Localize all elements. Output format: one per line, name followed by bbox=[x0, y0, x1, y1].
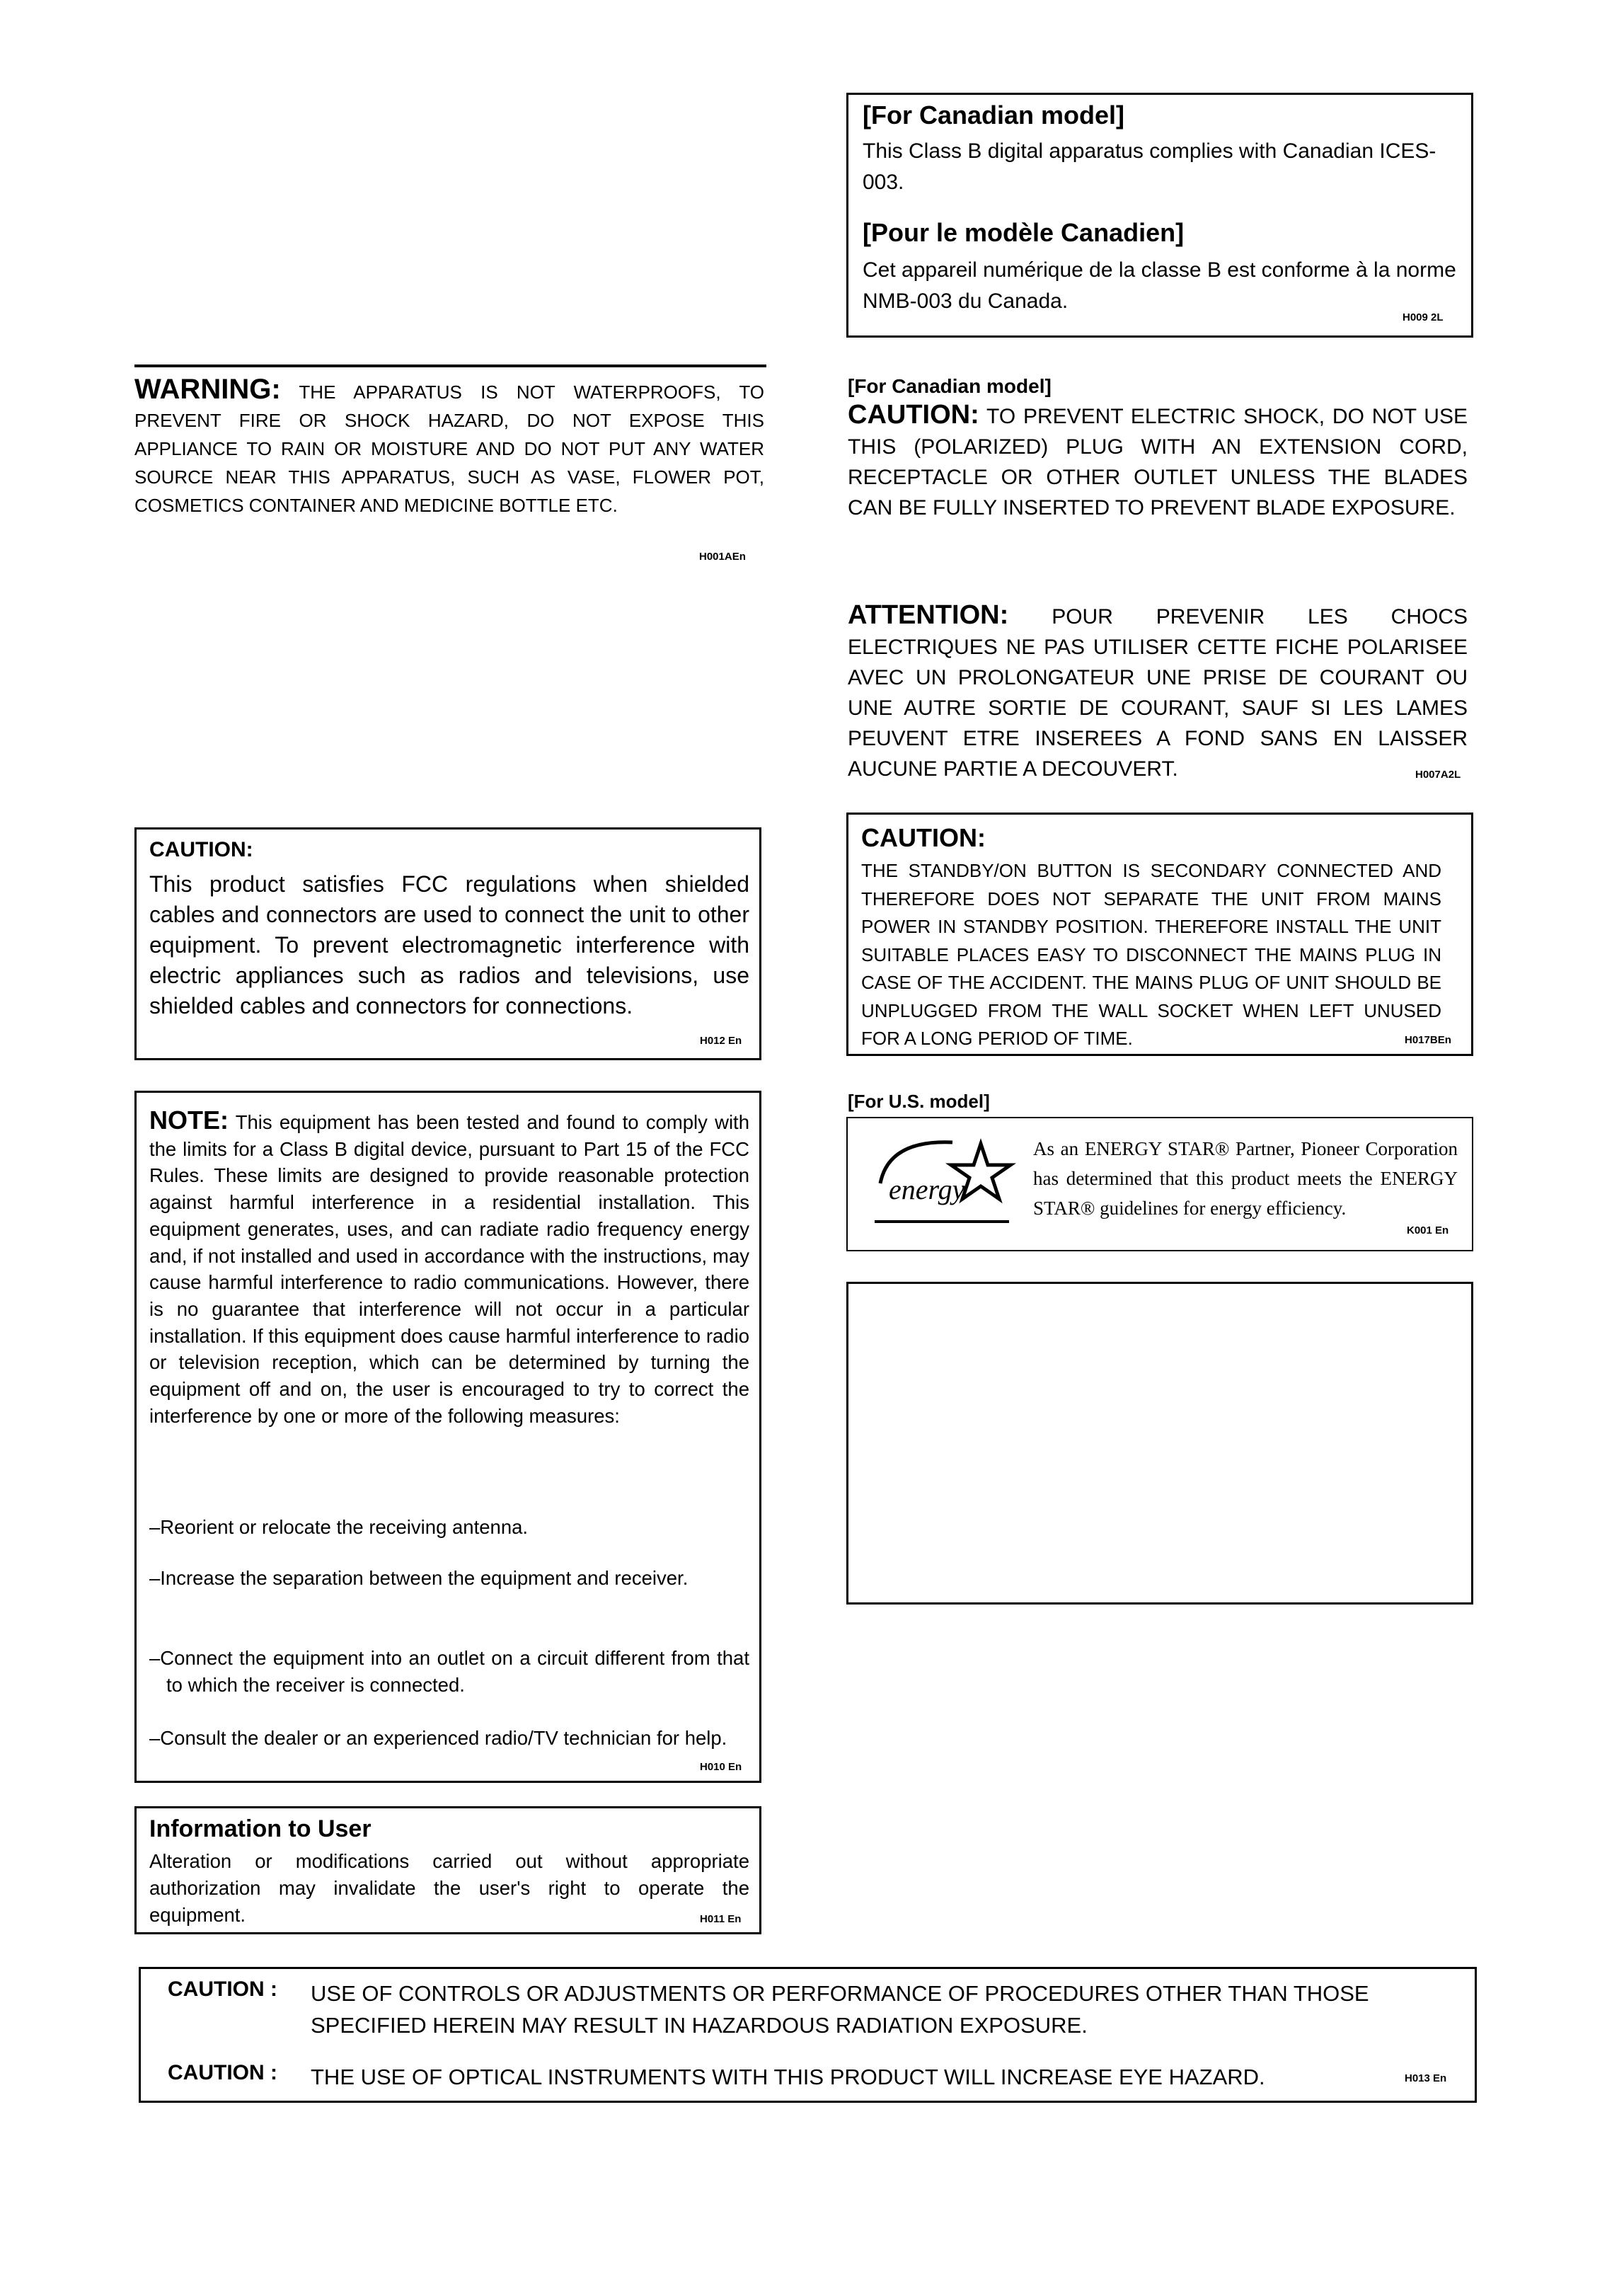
info-user-code: H011 En bbox=[700, 1913, 742, 1925]
warning-label: WARNING: bbox=[134, 374, 281, 405]
energy-star-label: [For U.S. model] bbox=[848, 1091, 990, 1112]
energy-star-box bbox=[846, 1117, 1473, 1251]
attention-text: POUR PREVENIR LES CHOCS ELECTRIQUES NE PAS UTILISER CETTE FICHE POLARISEE AVEC UN PROLONGATEUR UNE PRISE DE COURANT OU UNE AUTRE SORTIE DE COURANT, SAUF SI LES LAMES PEUVENT ETRE INSEREES A FOND SANS EN LAISSER AUCUNE PARTIE A DECOUVERT. bbox=[848, 605, 1468, 781]
energy-star-logo-icon bbox=[868, 1134, 1018, 1233]
canadian-caution-text: TO PREVENT ELECTRIC SHOCK, DO NOT USE THIS (POLARIZED) PLUG WITH AN EXTENSION CORD, RECEPTACLE OR OTHER OUTLET UNLESS THE BLADES CAN BE FULLY INSERTED TO PREVENT BLADE EXPOSURE. bbox=[848, 405, 1468, 520]
laser-caution-label-1: CAUTION : bbox=[168, 1978, 277, 2001]
fcc-caution-box bbox=[134, 827, 761, 1060]
standby-caution-box bbox=[846, 813, 1473, 1056]
canadian-caution-label: CAUTION: bbox=[848, 400, 979, 430]
laser-caution-box bbox=[139, 1967, 1477, 2103]
warning-rule bbox=[134, 365, 766, 367]
info-user-text: Alteration or modifications carried out without appropriate authorization may invalidate the user's right to operate the equipment. bbox=[149, 1850, 749, 1926]
energy-logo-word: energy bbox=[889, 1173, 965, 1205]
info-user-heading: Information to User bbox=[149, 1815, 372, 1842]
canadian-code: H009 2L bbox=[1403, 311, 1444, 323]
canadian-text-en: This Class B digital apparatus complies with Canadian ICES-003. bbox=[863, 139, 1436, 194]
note-item-3: –Connect the equipment into an outlet on a circuit different from that to which the receiver is connected. bbox=[149, 1647, 749, 1696]
info-user-box bbox=[134, 1806, 761, 1934]
warning-text: THE APPARATUS IS NOT WATERPROOFS, TO PREVENT FIRE OR SHOCK HAZARD, DO NOT EXPOSE THIS APPLIANCE TO RAIN OR MOISTURE AND DO NOT PUT ANY WATER SOURCE NEAR THIS APPARATUS, SUCH AS VASE, FLOWER POT, COSMETICS CONTAINER AND MEDICINE BOTTLE ETC. bbox=[134, 381, 764, 516]
fcc-note-box bbox=[134, 1091, 761, 1783]
attention-block bbox=[848, 600, 1468, 784]
energy-star-text: As an ENERGY STAR® Partner, Pioneer Corporation has determined that this product meets the ENERGY STAR® guidelines for energy efficiency. bbox=[1033, 1138, 1458, 1219]
canadian-compliance-box bbox=[846, 93, 1473, 338]
fcc-caution-text: This product satisfies FCC regulations when shielded cables and connectors are used to connect the unit to other equipment. To prevent electromagnetic interference with electric appliances such as radios and televisions, use shielded cables and connectors for connections. bbox=[149, 871, 749, 1018]
standby-caution-text: THE STANDBY/ON BUTTON IS SECONDARY CONNECTED AND THEREFORE DOES NOT SEPARATE THE UNIT FROM MAINS POWER IN STANDBY POSITION. THEREFORE INSTALL THE UNIT SUITABLE PLACES EASY TO DISCONNECT THE MAINS PLUG IN CASE OF THE ACCIDENT. THE MAINS PLUG OF UNIT SHOULD BE UNPLUGGED FROM THE WALL SOCKET WHEN LEFT UNUSED FOR A LONG PERIOD OF TIME. bbox=[861, 860, 1441, 1049]
note-block bbox=[149, 1107, 749, 1429]
blank-box bbox=[846, 1282, 1473, 1605]
laser-caution-text-2: THE USE OF OPTICAL INSTRUMENTS WITH THIS PRODUCT WILL INCREASE EYE HAZARD. bbox=[311, 2065, 1265, 2089]
laser-caution-text-1: USE OF CONTROLS OR ADJUSTMENTS OR PERFORMANCE OF PROCEDURES OTHER THAN THOSE SPECIFIED HEREIN MAY RESULT IN HAZARDOUS RADIATION EXPOSURE. bbox=[311, 1981, 1369, 2038]
laser-caution-label-2: CAUTION : bbox=[168, 2061, 277, 2084]
attention-label: ATTENTION: bbox=[848, 600, 1009, 630]
note-item-1: –Reorient or relocate the receiving antenna. bbox=[149, 1516, 529, 1538]
note-code: H010 En bbox=[700, 1761, 742, 1773]
note-text: This equipment has been tested and found to comply with the limits for a Class B digital device, pursuant to Part 15 of the FCC Rules. These limits are designed to provide reasonable protection against harmful interference in a residential installation. This equipment generates, uses, and can radiate radio frequency energy and, if not installed and used in accordance with the instructions, may cause harmful interference to radio communications. However, there is no guarantee that interference will not occur in a particular installation. If this equipment does cause harmful interference to radio or television reception, which can be determined by turning the equipment off and on, the user is encouraged to try to correct the interference by one or more of the following measures: bbox=[149, 1111, 749, 1427]
standby-caution-heading: CAUTION: bbox=[861, 823, 986, 852]
energy-star-code: K001 En bbox=[1407, 1224, 1449, 1236]
canadian-heading-en: [For Canadian model] bbox=[863, 101, 1125, 130]
standby-caution-code: H017BEn bbox=[1405, 1034, 1451, 1046]
note-item-4: –Consult the dealer or an experienced radio/TV technician for help. bbox=[149, 1727, 727, 1749]
note-item-2: –Increase the separation between the equipment and receiver. bbox=[149, 1567, 689, 1589]
fcc-caution-heading: CAUTION: bbox=[149, 838, 253, 861]
warning-block bbox=[134, 375, 764, 520]
canadian-caution-heading: [For Canadian model] bbox=[848, 375, 1052, 397]
note-label: NOTE: bbox=[149, 1106, 229, 1135]
warning-code: H001AEn bbox=[699, 551, 746, 563]
laser-caution-code: H013 En bbox=[1405, 2072, 1447, 2084]
canadian-heading-fr: [Pour le modèle Canadien] bbox=[863, 218, 1185, 247]
fcc-caution-code: H012 En bbox=[700, 1035, 742, 1047]
attention-code: H007A2L bbox=[1415, 769, 1461, 781]
canadian-caution-block bbox=[848, 400, 1468, 523]
canadian-text-fr: Cet appareil numérique de la classe B est conforme à la norme NMB-003 du Canada. bbox=[863, 258, 1456, 313]
